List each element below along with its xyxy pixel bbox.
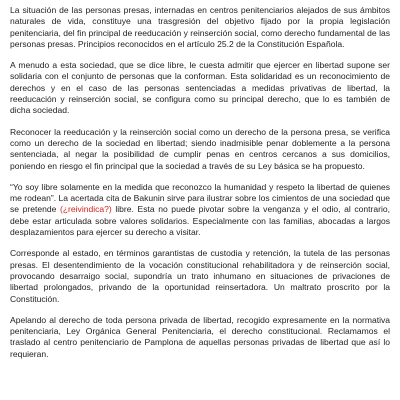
paragraph-3: Reconocer la reeducación y la reinserción social como un derecho de la persona presa, se verifica como un derecho de la sociedad en libertad; siendo inadmisible penar doblemente a la persona sentenciada, al negar la posibilidad de cumplir penas en centros cercanos a sus domicilios, poniendo en riesgo el fin principal que la sociedad a través de su Ley básica se ha propuesto. bbox=[10, 126, 390, 171]
paragraph-2: A menudo a esta sociedad, que se dice libre, le cuesta admitir que ejercer en libertad supone ser solidaria con el conjunto de personas que la conforman. Esta solidaridad es un reconocimiento de derechos y en el caso de las personas sentenciadas a medidas privativas de libertad, la reeducación y reinserción social, se configura como su principal derecho, que lo es también de dicha sociedad. bbox=[10, 60, 390, 116]
highlighted-annotation: (¿reivindica?) bbox=[59, 204, 112, 215]
paragraph-1: La situación de las personas presas, internadas en centros penitenciarios alejados de sus ámbitos naturales de vida, constituye una trasgresión del objetivo fijado por la propia legislación penitenciaria, del fin principal de reeducación y reinserción social, como derecho fundamental de las personas presas. Principios reconocidos en el artículo 25.2 de la Constitución Española. bbox=[10, 5, 390, 49]
paragraph-6: Apelando al derecho de toda persona privada de libertad, recogido expresamente en la normativa penitenciaria, Ley Orgánica General Penitenciaria, el derecho constitucional. Reclamamos el traslado al centro penitenciario de Pamplona de aquellas personas privadas de libertad que así lo requieran. bbox=[10, 314, 390, 359]
paragraph-4-text-after: libre. Esta no puede pivotar sobre la venganza y el odio, al contrario, debe estar articulada sobre valores solidarios. Especialmente con las familias, abocadas a largos desplazamientos para ejercer su derecho a visitar. bbox=[10, 204, 390, 238]
paragraph-4-text-before: “Yo soy libre solamente en la medida que reconozco la humanidad y respeto la libertad de quienes me rodean”. La acertada cita de Bakunin sirve para ilustrar sobre los cimientos de una sociedad que se pretende bbox=[10, 181, 390, 215]
paragraph-5: Corresponde al estado, en términos garantistas de custodia y retención, la tutela de las personas presas. El desentendimiento de la vocación constitucional rehabilitadora y de reinserción social, provocando desarraigo social, supondría un trato inhumano en situaciones de privaciones de libertad prolongados, privando de la oportunidad reinsertadora. Un maltrato proscrito por la Constitución. bbox=[10, 248, 390, 304]
paragraph-4 bbox=[10, 182, 390, 238]
